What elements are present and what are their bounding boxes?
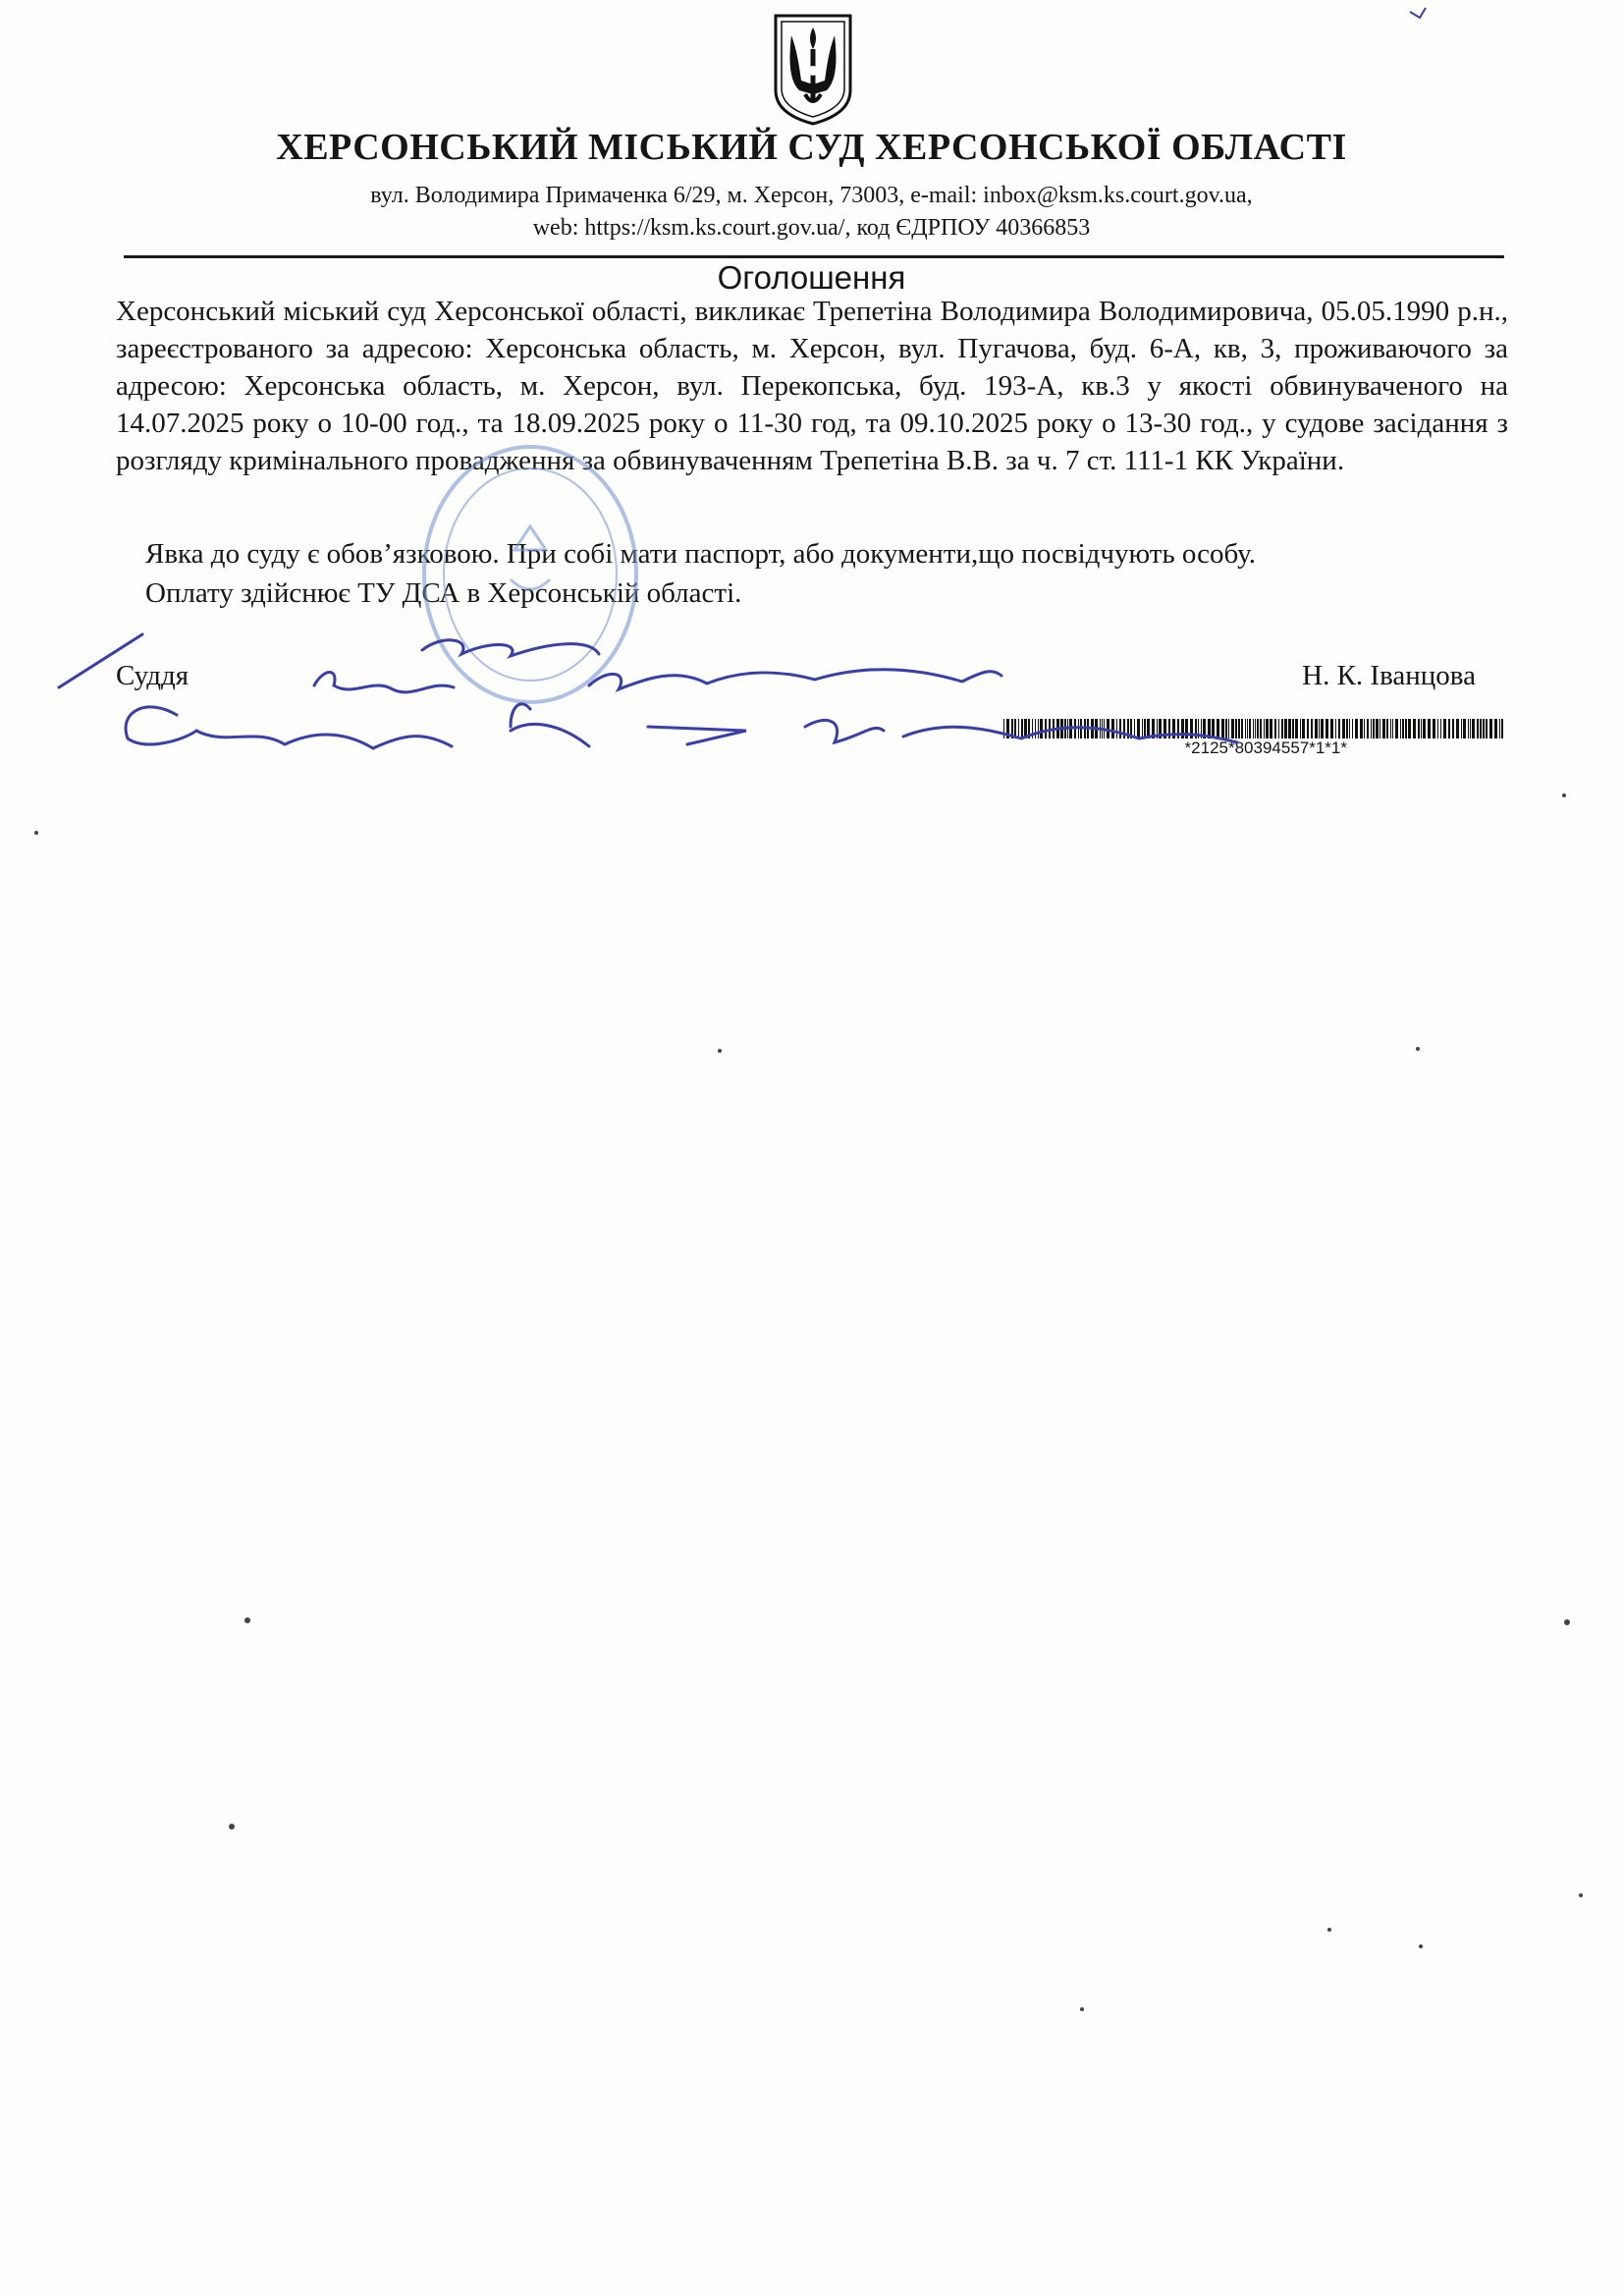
announcement-body: Херсонський міський суд Херсонської області, викликає Трепетіна Володимира Володимировича, 05.05.1990 р.н., зареєстрованого за адресою: Херсонська область, м. Херсон, вул. Пугачова, буд. 6-А, кв, 3, проживаючого за адресою: Херсонська область, м. Херсон, вул. Перекопська, буд. 193-А, кв.3 у якості обвинуваченого на 14.07.2025 року о 10-00 год., та 18.09.2025 року о 11-30 год, та 09.10.2025 року о 13-30 год., у судове засідання з розгляду кримінального провадження за обвинуваченням Трепетіна В.В. за ч. 7 ст. 111-1 КК України. xyxy=(116,296,1508,476)
barcode-text: *2125*80394557*1*1* xyxy=(1184,738,1347,757)
handwritten-signature xyxy=(0,629,1623,805)
tryzub-coat-of-arms-icon xyxy=(770,12,856,128)
payment-paragraph: Оплату здійснює ТУ ДСА в Херсонській області. xyxy=(145,577,742,609)
court-stamp xyxy=(412,432,648,717)
signature-name: Н. К. Іванцова xyxy=(1302,660,1476,691)
header-divider xyxy=(124,255,1504,258)
signature-role: Суддя xyxy=(116,660,189,691)
barcode xyxy=(1003,719,1504,738)
attendance-paragraph: Явка до суду є обов’язковою. При собі мати паспорт, або документи,що посвідчують особу. xyxy=(145,538,1257,570)
barcode-block xyxy=(1003,719,1504,758)
document-heading: Оголошення xyxy=(717,259,906,296)
court-address: вул. Володимира Примаченка 6/29, м. Херсон, 73003, e-mail: inbox@ksm.ks.court.gov.ua, xyxy=(370,183,1253,208)
court-name: ХЕРСОНСЬКИЙ МІСЬКИЙ СУД ХЕРСОНСЬКОЇ ОБЛАСТІ xyxy=(276,127,1347,168)
court-web-and-code: web: https://ksm.ks.court.gov.ua/, код ЄДРПОУ 40366853 xyxy=(532,215,1091,241)
